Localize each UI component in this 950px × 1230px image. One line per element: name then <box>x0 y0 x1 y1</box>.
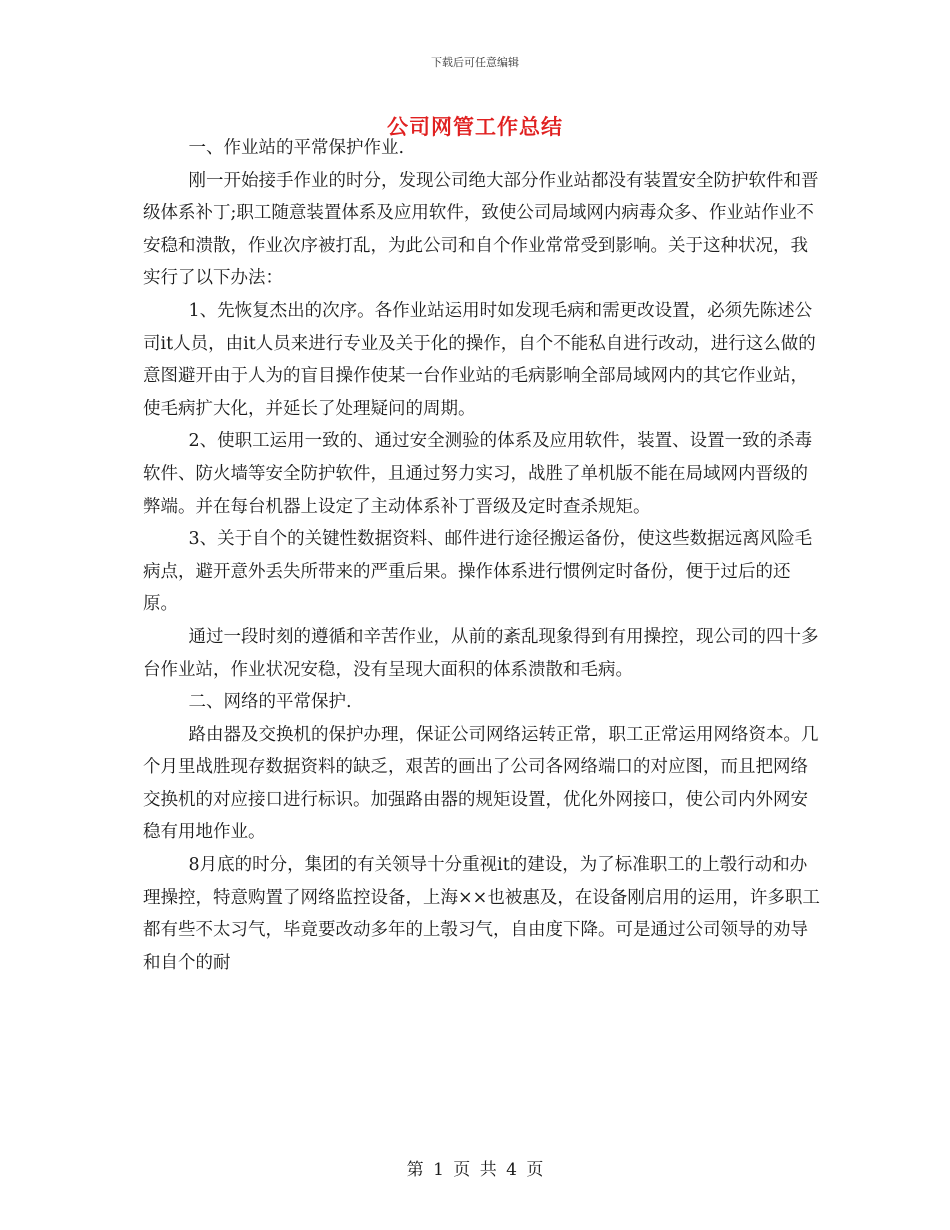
paragraph: 二、网络的平常保护. <box>188 692 352 713</box>
paragraph: 一、作业站的平常保护作业. <box>188 138 405 158</box>
paragraph: 2、使职工运用一致的、通过安全测验的体系及应用软件，装置、设置一致的杀毒软件、防火墙等安全防护软件，且通过努力实习，战胜了单机版不能在局域网内晋级的弊端。并在每台机器上设定了主动体系补丁晋级及定时查杀规矩。 <box>143 431 813 517</box>
page-footer: 第 1 页 共 4 页 <box>406 1160 544 1180</box>
paragraph: 3、关于自个的关键性数据资料、邮件进行途径搬运备份，使这些数据远离风险毛病点，避开意外丢失所带来的严重后果。操作体系进行惯例定时备份，便于过后的还原。 <box>143 529 813 615</box>
document-title: 公司网管工作总结 <box>387 115 563 139</box>
paragraph: 通过一段时刻的遵循和辛苦作业，从前的紊乱现象得到有用操控，现公司的四十多台作业站，作业状况安稳，没有呈现大面积的体系溃散和毛病。 <box>143 626 819 680</box>
header-note: 下载后可任意编辑 <box>431 56 519 69</box>
paragraph: 1、先恢复杰出的次序。各作业站运用时如发现毛病和需更改设置，必须先陈述公司it人员，由it人员来进行专业及关于化的操作，自个不能私自进行改动，进行这么做的意图避开由于人为的盲目操作使某一台作业站的毛病影响全部局域网内的其它作业站，使毛病扩大化，并延长了处理疑问的周期。 <box>143 300 816 419</box>
paragraph: 刚一开始接手作业的时分，发现公司绝大部分作业站都没有装置安全防护软件和晋级体系补丁;职工随意装置体系及应用软件，致使公司局域网内病毒众多、作业站作业不安稳和溃散，作业次序被打乱，为此公司和自个作业常常受到影响。关于这种状况，我实行了以下办法： <box>143 170 819 289</box>
paragraph: 8月底的时分，集团的有关领导十分重视it的建设，为了标准职工的上彀行动和办理操控，特意购置了网络监控设备，上海××也被惠及，在设备刚启用的运用，许多职工都有些不太习气，毕竟要改动多年的上彀习气，自由度下降。可是通过公司领导的劝导和自个的耐 <box>143 855 820 973</box>
paragraph: 路由器及交换机的保护办理，保证公司网络运转正常，职工正常运用网络资本。几个月里战胜现存数据资料的缺乏，艰苦的画出了公司各网络端口的对应图，而且把网络交换机的对应接口进行标识。加强路由器的规矩设置，优化外网接口，使公司内外网安稳有用地作业。 <box>143 724 819 843</box>
document-body <box>143 132 823 979</box>
